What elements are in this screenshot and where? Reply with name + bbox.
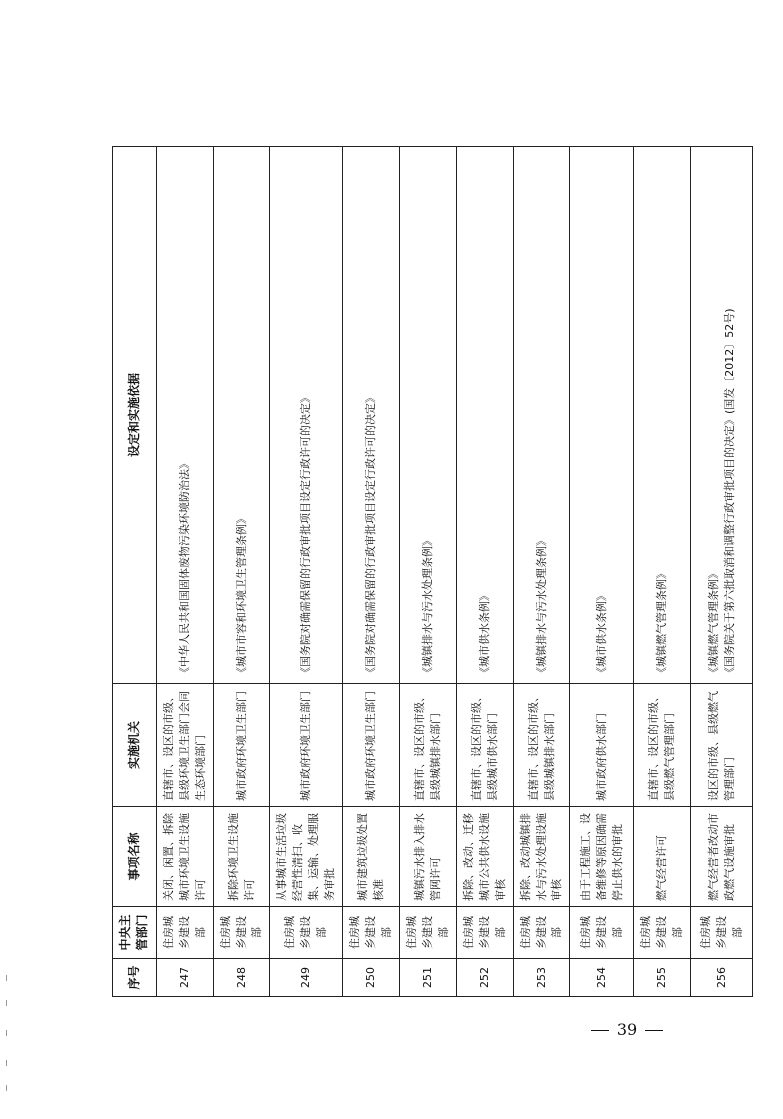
cell-seq: 256	[691, 959, 753, 997]
table-row	[213, 147, 270, 997]
cell-agency: 城市政府环境卫生部门	[343, 684, 400, 807]
cell-basis: 《中华人民共和国固体废物污染环境防治法》	[156, 147, 213, 684]
margin-tick	[6, 975, 7, 981]
table-row	[634, 147, 691, 997]
cell-dept: 住房城乡建设部	[691, 907, 753, 959]
header-seq: 序号	[113, 959, 157, 997]
margin-tick	[6, 1085, 7, 1091]
rotated-table-region	[112, 147, 744, 997]
table-row	[513, 147, 570, 997]
cell-item: 关闭、闲置、拆除城市环境卫生设施许可	[156, 807, 213, 907]
cell-agency: 直辖市、设区的市级、县级城市供水部门	[456, 684, 513, 807]
cell-basis: 《城镇燃气管理条例》 《国务院关于第六批取消和调整行政审批项目的决定》(国发〔2012〕52号)	[691, 147, 753, 684]
table-wrapper	[112, 147, 744, 997]
cell-agency: 设区的市级、县级燃气管理部门	[691, 684, 753, 807]
cell-dept: 住房城乡建设部	[343, 907, 400, 959]
cell-seq: 250	[343, 959, 400, 997]
cell-agency: 城市政府环境卫生部门	[270, 684, 343, 807]
table-row	[691, 147, 753, 997]
header-basis: 设定和实施依据	[113, 147, 157, 684]
table-row	[399, 147, 456, 997]
cell-seq: 247	[156, 959, 213, 997]
cell-item: 拆除环境卫生设施许可	[213, 807, 270, 907]
table-row	[270, 147, 343, 997]
table-body	[156, 147, 752, 997]
cell-seq: 253	[513, 959, 570, 997]
cell-item: 燃气经营者改动市政燃气设施审批	[691, 807, 753, 907]
cell-seq: 248	[213, 959, 270, 997]
cell-agency: 直辖市、设区的市级、县级城镇排水部门	[399, 684, 456, 807]
cell-dept: 住房城乡建设部	[634, 907, 691, 959]
cell-basis: 《城市供水条例》	[456, 147, 513, 684]
cell-agency: 直辖市、设区的市级、县级环境卫生部门会同生态环境部门	[156, 684, 213, 807]
cell-item: 拆除、改动、迁移城市公共供水设施审核	[456, 807, 513, 907]
table-row	[156, 147, 213, 997]
cell-basis: 《国务院对确需保留的行政审批项目设定行政许可的决定》	[270, 147, 343, 684]
cell-item: 由于工程施工、设备维修等原因确需停止供水的审批	[570, 807, 634, 907]
approval-items-table	[112, 146, 753, 997]
cell-item: 从事城市生活垃圾经营性清扫、收集、运输、处理服务审批	[270, 807, 343, 907]
cell-seq: 254	[570, 959, 634, 997]
dash-left	[591, 1030, 609, 1031]
cell-dept: 住房城乡建设部	[570, 907, 634, 959]
page-number	[572, 1020, 682, 1039]
cell-agency: 直辖市、设区的市级、县级城镇排水部门	[513, 684, 570, 807]
cell-basis: 《城市供水条例》	[570, 147, 634, 684]
cell-agency: 直辖市、设区的市级、县级燃气管理部门	[634, 684, 691, 807]
header-dept: 中央主管部门	[113, 907, 157, 959]
cell-item: 拆除、改动城镇排水与污水处理设施审核	[513, 807, 570, 907]
cell-seq: 252	[456, 959, 513, 997]
cell-dept: 住房城乡建设部	[156, 907, 213, 959]
margin-tick	[6, 1060, 7, 1066]
margin-tick	[6, 1030, 7, 1036]
margin-tick	[6, 1000, 7, 1006]
cell-dept: 住房城乡建设部	[399, 907, 456, 959]
cell-dept: 住房城乡建设部	[213, 907, 270, 959]
cell-item: 城市建筑垃圾处置核准	[343, 807, 400, 907]
table-header-row	[113, 147, 157, 997]
cell-dept: 住房城乡建设部	[456, 907, 513, 959]
cell-seq: 249	[270, 959, 343, 997]
dash-right	[645, 1030, 663, 1031]
cell-basis: 《城镇排水与污水处理条例》	[399, 147, 456, 684]
cell-seq: 255	[634, 959, 691, 997]
cell-agency: 城市政府环境卫生部门	[213, 684, 270, 807]
cell-dept: 住房城乡建设部	[270, 907, 343, 959]
cell-dept: 住房城乡建设部	[513, 907, 570, 959]
table-row	[343, 147, 400, 997]
cell-item: 燃气经营许可	[634, 807, 691, 907]
cell-agency: 城市政府供水部门	[570, 684, 634, 807]
cell-basis: 《城镇排水与污水处理条例》	[513, 147, 570, 684]
cell-item: 城镇污水排入排水管网许可	[399, 807, 456, 907]
cell-seq: 251	[399, 959, 456, 997]
cell-basis: 《国务院对确需保留的行政审批项目设定行政许可的决定》	[343, 147, 400, 684]
table-row	[456, 147, 513, 997]
page-number-value: 39	[616, 1020, 638, 1039]
header-agency: 实施机关	[113, 684, 157, 807]
cell-basis: 《城市市容和环境卫生管理条例》	[213, 147, 270, 684]
table-row	[570, 147, 634, 997]
header-item: 事项名称	[113, 807, 157, 907]
cell-basis: 《城镇燃气管理条例》	[634, 147, 691, 684]
